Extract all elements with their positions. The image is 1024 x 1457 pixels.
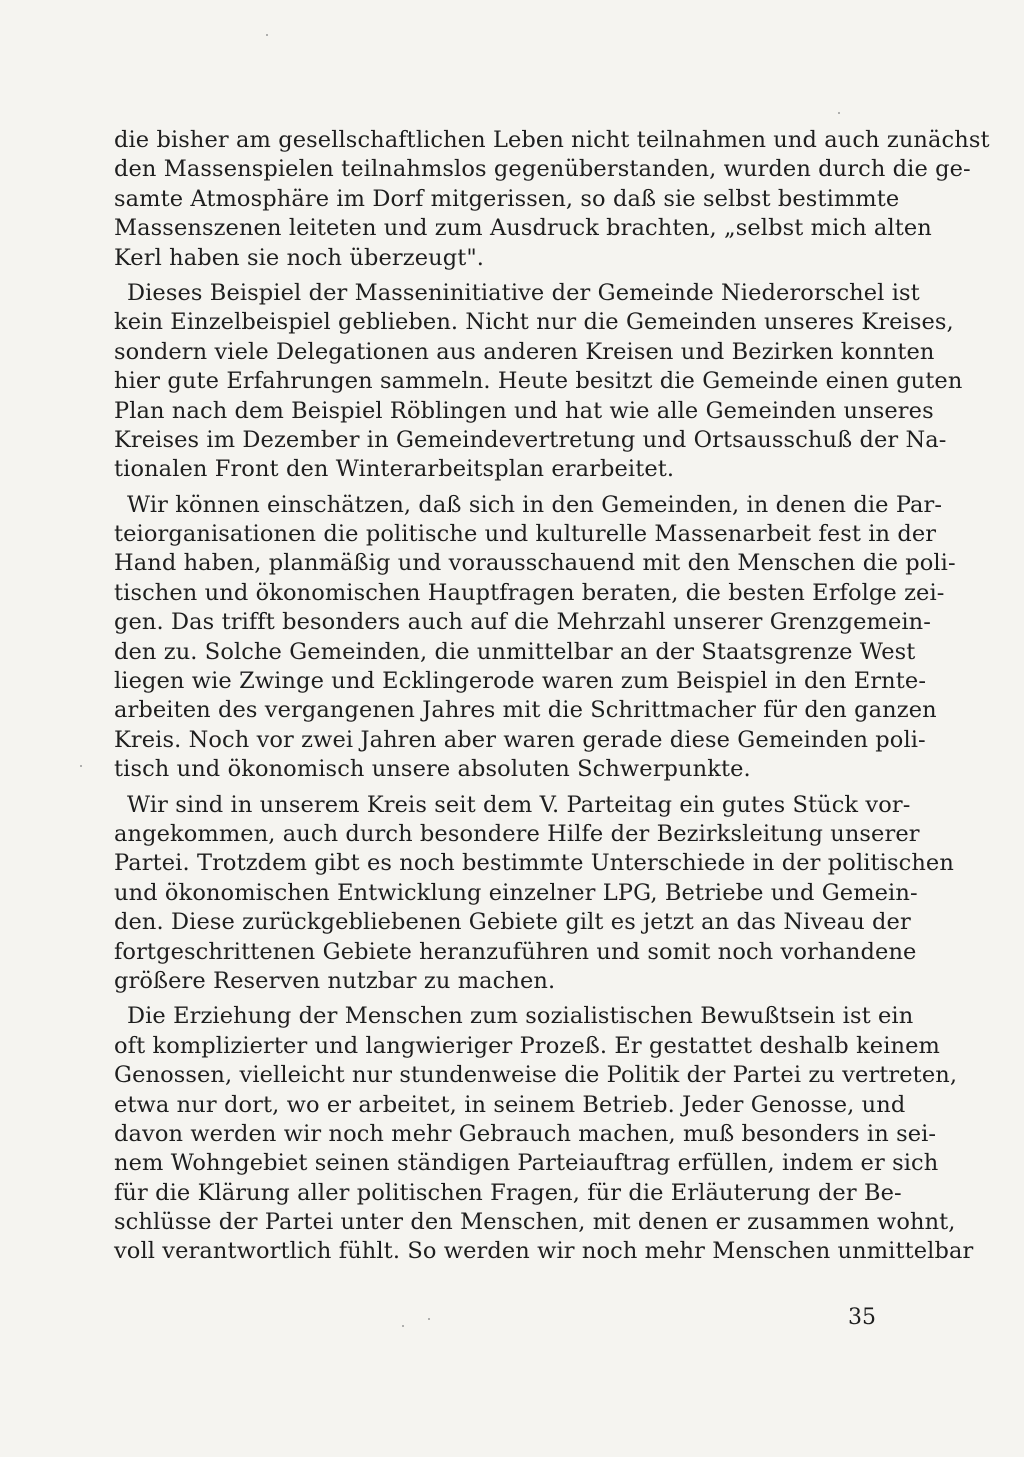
text-line: Die Erziehung der Menschen zum sozialistischen Bewußtsein ist ein (127, 1003, 914, 1030)
text-line: tischen und ökonomischen Hauptfragen beraten, die besten Erfolge zei- (114, 579, 945, 606)
scan-speck (80, 765, 82, 767)
body-text (114, 126, 990, 1267)
text-line: samte Atmosphäre im Dorf mitgerissen, so daß sie selbst bestimmte (114, 185, 900, 212)
text-line: Hand haben, planmäßig und vorausschauend mit den Menschen die poli- (114, 550, 956, 577)
text-line: arbeiten des vergangenen Jahres mit die Schrittmacher für den ganzen (114, 697, 937, 724)
text-line: kein Einzelbeispiel geblieben. Nicht nur die Gemeinden unseres Kreises, (114, 309, 954, 336)
text-line: schlüsse der Partei unter den Menschen, mit denen er zusammen wohnt, (114, 1209, 956, 1236)
text-line: nem Wohngebiet seinen ständigen Parteiauftrag erfüllen, indem er sich (114, 1150, 939, 1177)
text-line: davon werden wir noch mehr Gebrauch machen, muß besonders in sei- (114, 1120, 937, 1147)
text-line: voll verantwortlich fühlt. So werden wir noch mehr Menschen unmittelbar (114, 1238, 974, 1265)
text-line: Wir können einschätzen, daß sich in den Gemeinden, in denen die Par- (127, 491, 943, 518)
text-line: Partei. Trotzdem gibt es noch bestimmte Unterschiede in der politischen (114, 850, 954, 877)
paragraph (114, 126, 990, 273)
paragraph (114, 491, 956, 785)
text-line: hier gute Erfahrungen sammeln. Heute besitzt die Gemeinde einen guten (114, 368, 963, 395)
page-number: 35 (848, 1305, 876, 1330)
scan-speck (402, 1325, 404, 1327)
text-line: sondern viele Delegationen aus anderen Kreisen und Bezirken konnten (114, 338, 935, 365)
scan-speck (266, 34, 268, 36)
text-line: etwa nur dort, wo er arbeitet, in seinem Betrieb. Jeder Genosse, und (114, 1091, 906, 1118)
text-line: angekommen, auch durch besondere Hilfe der Bezirksleitung unserer (114, 820, 920, 847)
text-line: tionalen Front den Winterarbeitsplan erarbeitet. (114, 456, 675, 483)
text-line: Kerl haben sie noch überzeugt". (114, 244, 485, 271)
text-line: Genossen, vielleicht nur stundenweise die Politik der Partei zu vertreten, (114, 1062, 958, 1089)
text-line: den zu. Solche Gemeinden, die unmittelbar an der Staatsgrenze West (114, 638, 916, 665)
text-line: die bisher am gesellschaftlichen Leben nicht teilnahmen und auch zunächst (114, 127, 990, 153)
text-line: und ökonomischen Entwicklung einzelner LPG, Betriebe und Gemein- (114, 879, 918, 906)
text-line: fortgeschrittenen Gebiete heranzuführen und somit noch vorhandene (114, 938, 917, 965)
paragraph (114, 791, 954, 997)
text-line: Massenszenen leiteten und zum Ausdruck brachten, „selbst mich alten (114, 215, 932, 242)
text-line: Kreises im Dezember in Gemeindevertretung und Ortsausschuß der Na- (114, 426, 947, 453)
text-line: den Massenspielen teilnahmslos gegenüberstanden, wurden durch die ge- (114, 156, 971, 183)
scan-speck (838, 112, 840, 114)
text-line: den. Diese zurückgebliebenen Gebiete gilt es jetzt an das Niveau der (114, 909, 911, 936)
paragraph (114, 279, 963, 485)
text-line: gen. Das trifft besonders auch auf die Mehrzahl unserer Grenzgemein- (114, 609, 931, 636)
text-line: Wir sind in unserem Kreis seit dem V. Parteitag ein gutes Stück vor- (127, 791, 911, 818)
text-line: Plan nach dem Beispiel Röblingen und hat wie alle Gemeinden unseres (114, 397, 934, 424)
text-line: für die Klärung aller politischen Fragen, für die Erläuterung der Be- (114, 1179, 902, 1206)
text-line: Dieses Beispiel der Masseninitiative der Gemeinde Niederorschel ist (127, 279, 920, 306)
text-line: Kreis. Noch vor zwei Jahren aber waren gerade diese Gemeinden poli- (114, 726, 926, 753)
text-line: größere Reserven nutzbar zu machen. (114, 967, 556, 994)
scan-speck (428, 1318, 430, 1320)
text-line: liegen wie Zwinge und Ecklingerode waren zum Beispiel in den Ernte- (114, 668, 927, 695)
text-line: teiorganisationen die politische und kulturelle Massenarbeit fest in der (114, 521, 937, 548)
paragraph (114, 1002, 974, 1267)
text-line: oft komplizierter und langwieriger Prozeß. Er gestattet deshalb keinem (114, 1032, 940, 1059)
text-line: tisch und ökonomisch unsere absoluten Schwerpunkte. (114, 756, 751, 783)
